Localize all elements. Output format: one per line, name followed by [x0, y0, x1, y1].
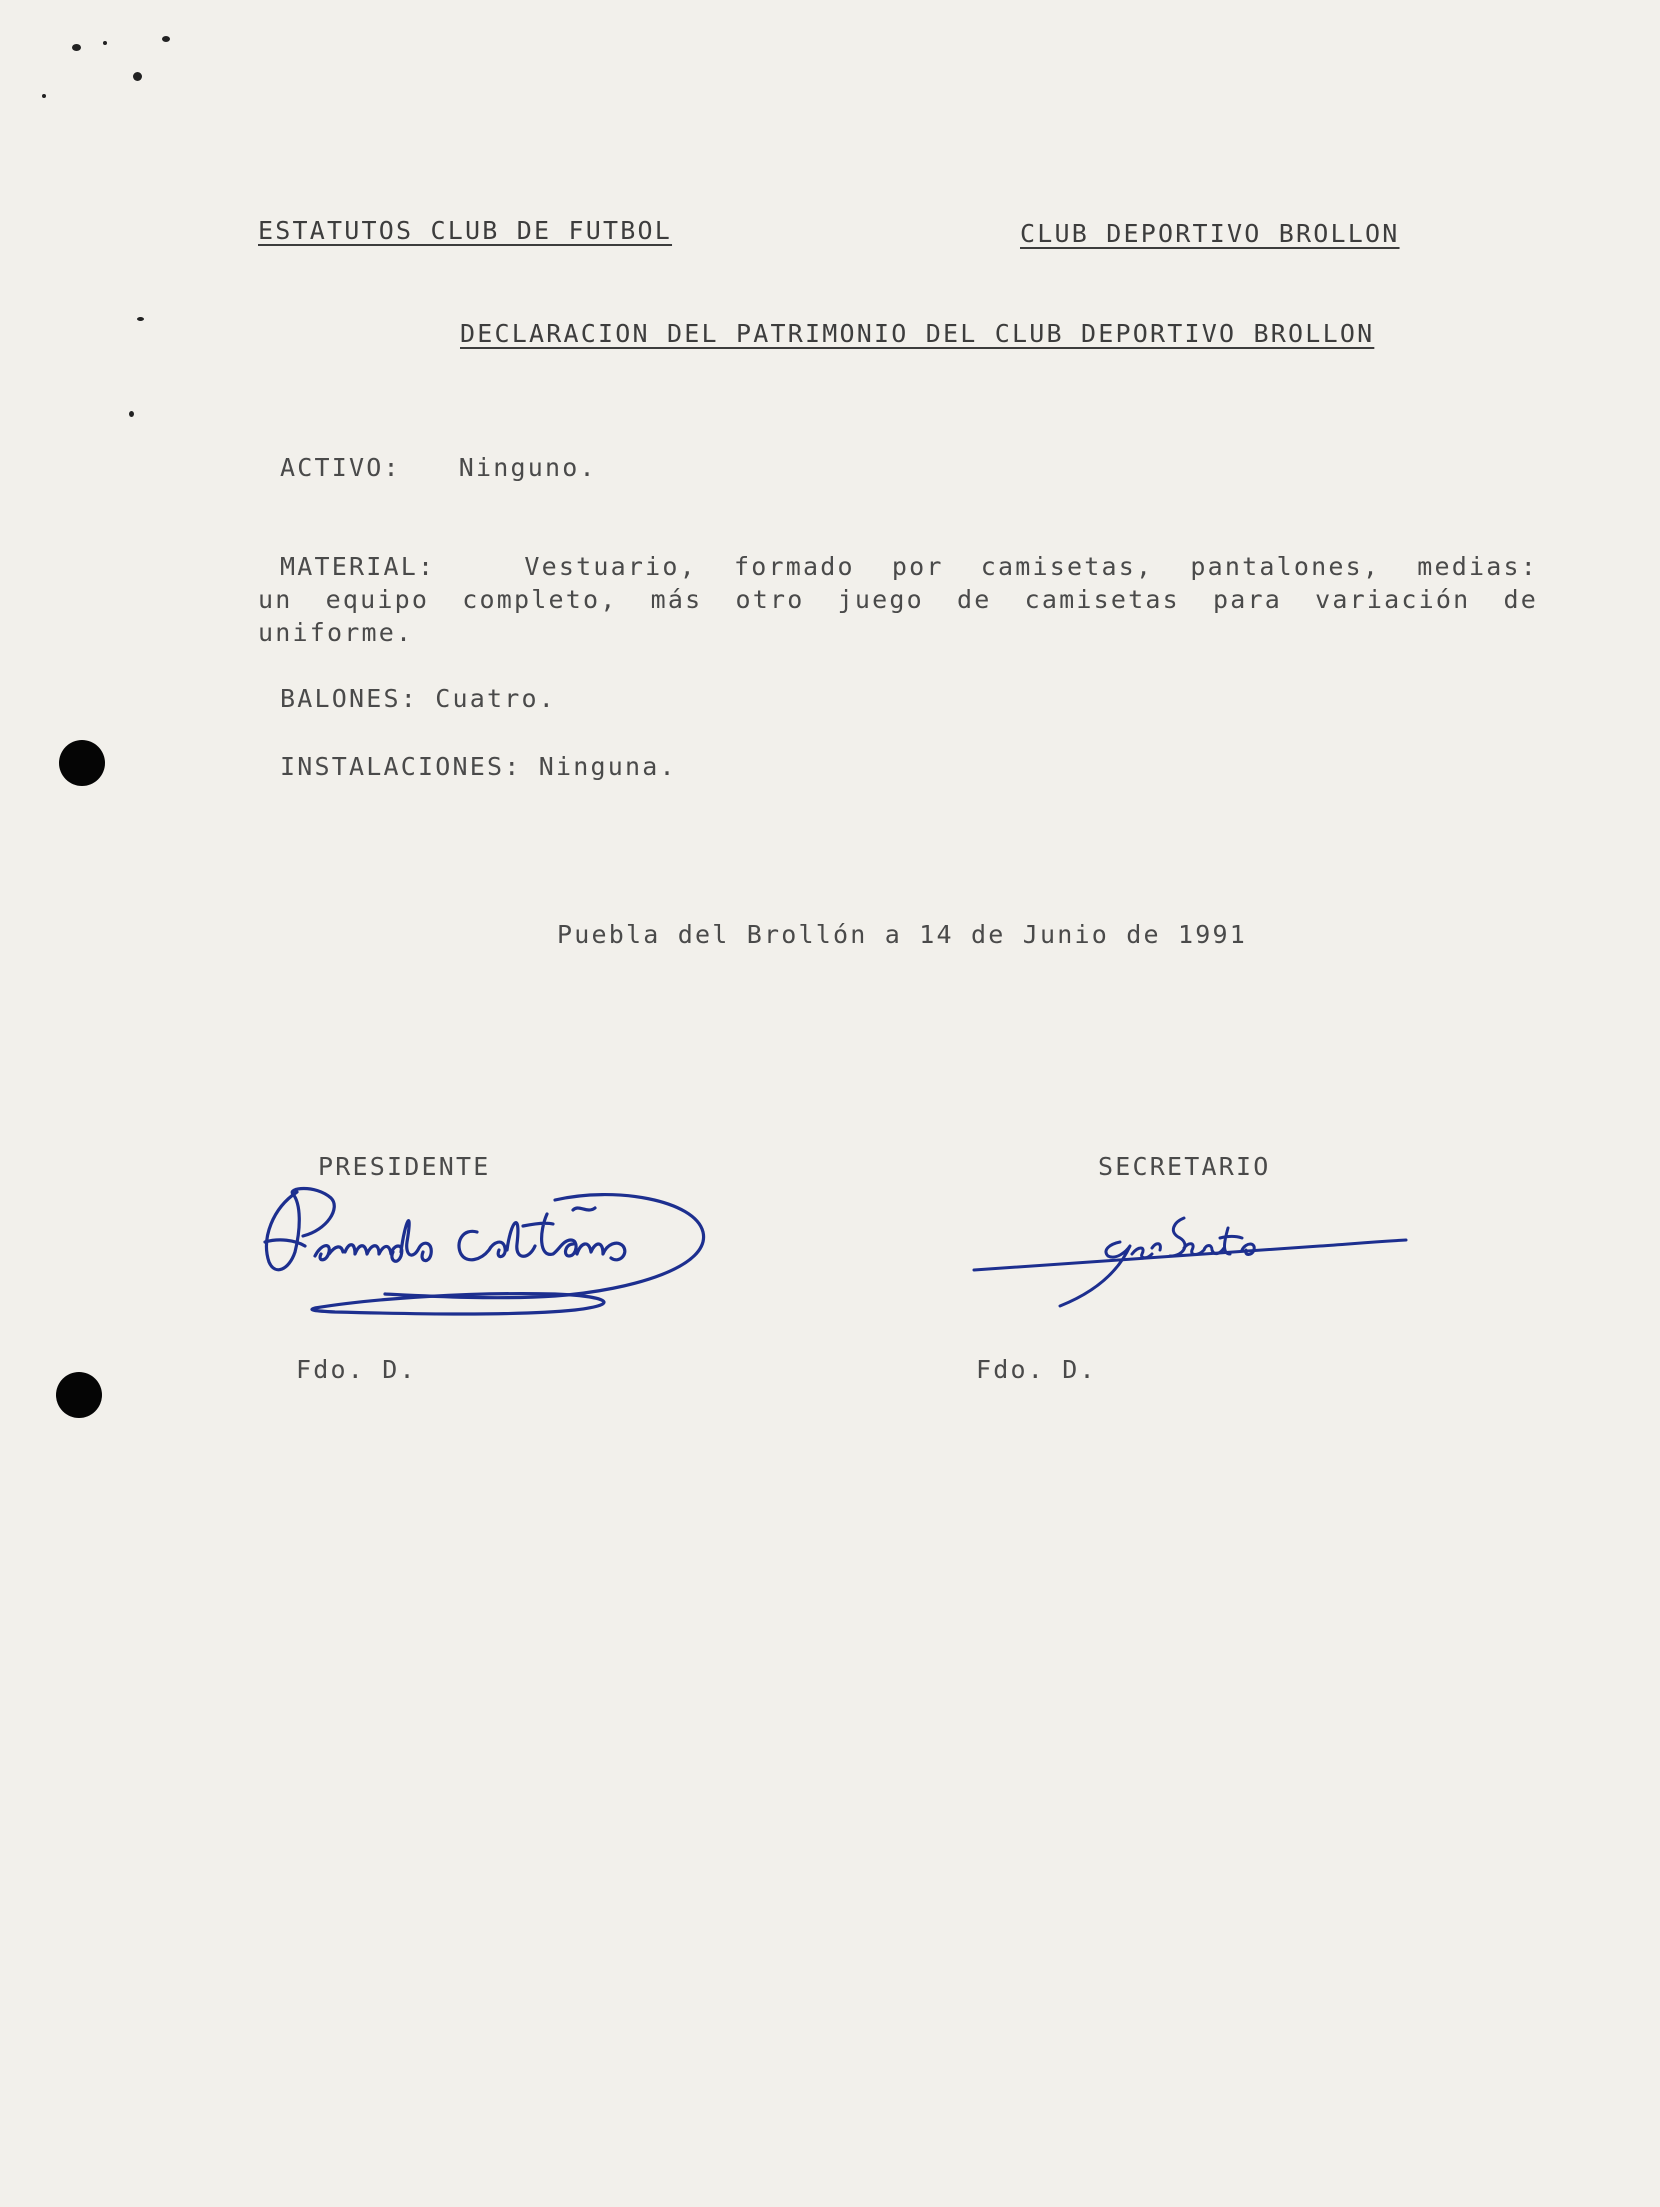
scan-speck — [162, 36, 170, 42]
secretary-role: SECRETARIO — [1098, 1152, 1271, 1181]
activo-label: ACTIVO: — [280, 453, 401, 482]
scan-speck — [103, 41, 107, 45]
president-signature — [255, 1180, 735, 1330]
header-right: CLUB DEPORTIVO BROLLON — [1020, 219, 1400, 248]
material-paragraph — [258, 550, 1538, 649]
instalaciones-label: INSTALACIONES: — [280, 752, 522, 781]
balones-value: Cuatro. — [435, 684, 557, 713]
material-label: MATERIAL: — [280, 552, 436, 581]
instalaciones-line — [280, 752, 677, 782]
secretary-fdo: Fdo. D. — [976, 1355, 1097, 1384]
scan-speck — [129, 411, 134, 417]
binder-hole — [59, 740, 105, 786]
balones-label: BALONES: — [280, 684, 419, 713]
balones-line — [280, 684, 556, 714]
material-value: Vestuario, formado por camisetas, pantalones, medias: un equipo completo, más otro juego de camisetas para variación de uniforme. — [258, 552, 1538, 647]
place-date: Puebla del Brollón a 14 de Junio de 1991 — [557, 920, 1248, 949]
scan-speck — [133, 72, 142, 81]
activo-line — [280, 453, 597, 483]
scan-speck — [137, 317, 144, 321]
president-fdo: Fdo. D. — [296, 1355, 417, 1384]
binder-hole — [56, 1372, 102, 1418]
president-role: PRESIDENTE — [318, 1152, 491, 1181]
document-title: DECLARACION DEL PATRIMONIO DEL CLUB DEPORTIVO BROLLON — [460, 319, 1375, 348]
instalaciones-value: Ninguna. — [538, 752, 677, 781]
scan-speck — [72, 44, 81, 51]
header-left: ESTATUTOS CLUB DE FUTBOL — [258, 216, 673, 245]
activo-value: Ninguno. — [458, 453, 597, 482]
secretary-signature — [970, 1198, 1420, 1318]
scan-speck — [42, 94, 46, 98]
